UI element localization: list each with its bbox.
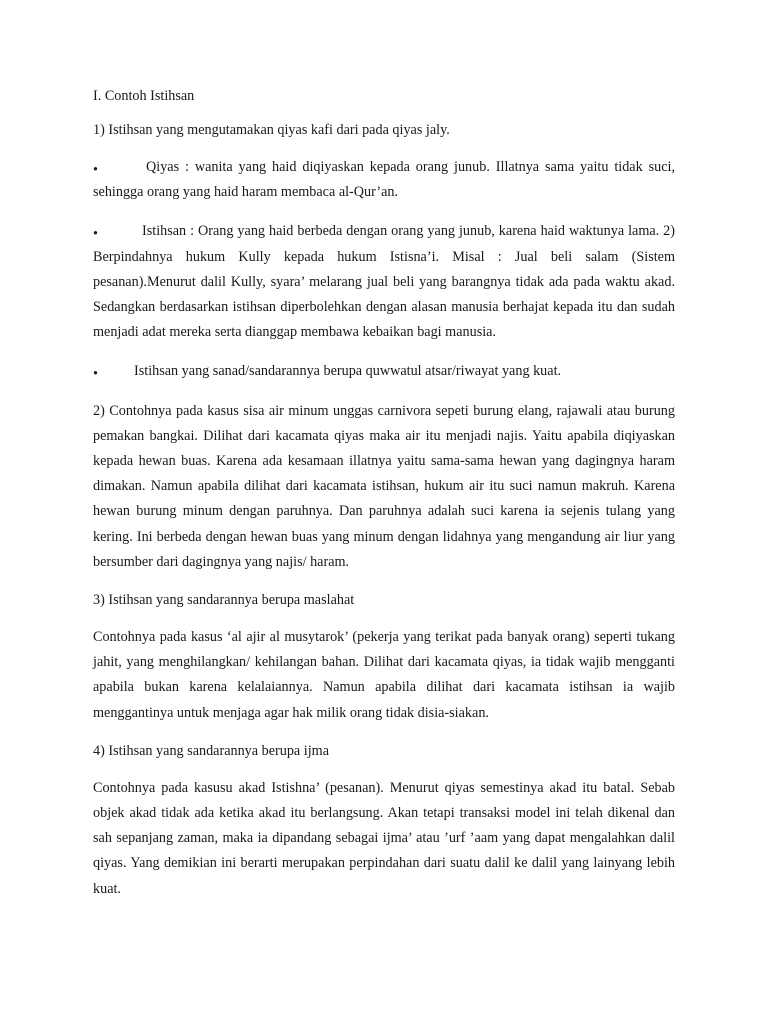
bullet2-text: Istihsan : Orang yang haid berbeda dengan orang yang junub, karena haid waktunya lama. 2) Berpindahnya hukum Kully kepada hukum Istisna’i. Misal : Jual beli salam (Sistem pesanan).Menurut dalil Kully, syara’ melarang jual beli yang barangnya tidak ada pada waktu akad. Sedangkan berdasarkan istihsan diperbolehkan dengan alasan manusia berhajat kepada itu dan sudah menjadi adat mereka serta dianggap membawa kebaikan bagi manusia. <box>93 223 675 341</box>
item4-paragraph: Contohnya pada kasusu akad Istishna’ (pesanan). Menurut qiyas semestinya akad itu batal. Sebab objek akad tidak ada ketika akad itu berlangsung. Akan tetapi transaksi model ini telah dikenal dan sah sepanjang zaman, maka ia dipandang sebagai ijma’ atau ’urf ’aam yang dapat mengalahkan dalil qiyas. Yang demikian ini berarti merupakan perpindahan dari suatu dalil ke dalil yang lainyang lebih kuat. <box>93 779 675 897</box>
item2-paragraph: 2) Contohnya pada kasus sisa air minum unggas carnivora sepeti burung elang, rajawali atau burung pemakan bangkai. Dilihat dari kacamata qiyas maka air itu menjadi najis. Yaitu apabila diqiyaskan kepada hewan buas. Karena ada kesamaan illatnya yaitu sama-sama hewan yang dagingnya haram dimakan. Namun apabila dilihat dari kacamata istihsan, hukum air itu suci namun makruh. Karena hewan burung minum dengan paruhnya. Dan paruhnya adalah suci karena ia sejenis tulang yang kering. Ini berbeda dengan hewan buas yang minum dengan lidahnya yang mengandung air liur yang bersumber dari dagingnya yang najis/ haram. <box>93 402 675 570</box>
bullet-paragraph-3: • Istihsan yang sanad/sandarannya berupa quwwatul atsar/riwayat yang kuat. <box>93 363 562 383</box>
bullet-paragraph-2: • Istihsan : Orang yang haid berbeda dengan orang yang junub, karena haid waktunya lama. 2) Berpindahnya hukum Kully kepada hukum Istisna’i. Misal : Jual beli salam (Sistem pesanan).Menurut dalil Kully, syara’ melarang jual beli yang barangnya tidak ada pada waktu akad. Sedangkan berdasarkan istihsan diperbolehkan dengan alasan manusia berhajat kepada itu dan sudah menjadi adat mereka serta dianggap membawa kebaikan bagi manusia. <box>93 223 675 341</box>
item1-heading: 1) Istihsan yang mengutamakan qiyas kafi dari pada qiyas jaly. <box>93 122 450 138</box>
section-title: I. Contoh Istihsan <box>93 88 195 104</box>
bullet3-text: Istihsan yang sanad/sandarannya berupa quwwatul atsar/riwayat yang kuat. <box>134 363 562 380</box>
bullet1-text: Qiyas : wanita yang haid diqiyaskan kepada orang junub. Illatnya sama yaitu tidak suci, sehingga orang yang haid haram membaca al-Qur’an. <box>93 159 675 201</box>
item4-heading: 4) Istihsan yang sandarannya berupa ijma <box>93 742 329 759</box>
bullet-paragraph-1: • Qiyas : wanita yang haid diqiyaskan kepada orang junub. Illatnya sama yaitu tidak suci, sehingga orang yang haid haram membaca al-Qur’an. <box>93 159 675 201</box>
item3-paragraph: Contohnya pada kasus ‘al ajir al musytarok’ (pekerja yang terikat pada banyak orang) seperti tukang jahit, yang menghilangkan/ kehilangan bahan. Dilihat dari kacamata qiyas, ia tidak wajib mengganti apabila bukan karena kelalaiannya. Namun apabila dilihat dari kacamata istihsan ia wajib menggantinya untuk menjaga agar hak milik orang tidak disia-siakan. <box>93 629 675 721</box>
item3-heading: 3) Istihsan yang sandarannya berupa maslahat <box>93 592 355 609</box>
